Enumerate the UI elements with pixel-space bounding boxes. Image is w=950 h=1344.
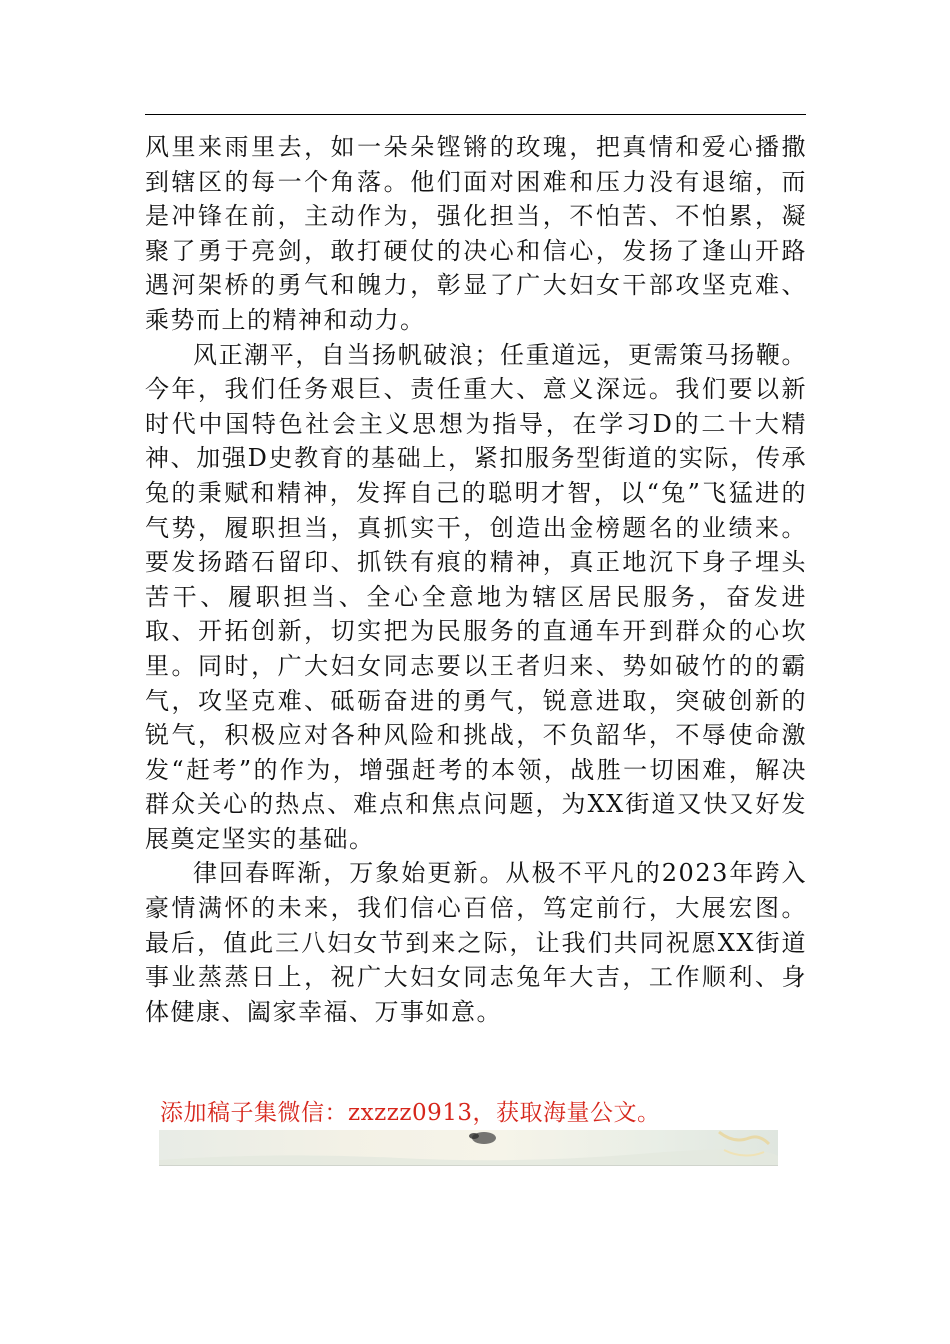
header-rule — [145, 114, 806, 115]
banner-illustration — [159, 1130, 778, 1165]
paragraph: 风正潮平，自当扬帆破浪；任重道远，更需策马扬鞭。今年，我们任务艰巨、责任重大、意义深远。我们要以新时代中国特色社会主义思想为指导，在学习D的二十大精神、加强D史教育的基础上，紧扣服务型街道的实际，传承兔的秉赋和精神，发挥自己的聪明才智，以“兔”飞猛进的气势，履职担当，真抓实干，创造出金榜题名的业绩来。要发扬踏石留印、抓铁有痕的精神，真正地沉下身子埋头苦干、履职担当、全心全意地为辖区居民服务，奋发进取、开拓创新，切实把为民服务的直通车开到群众的心坎里。同时，广大妇女同志要以王者归来、势如破竹的的霸气，攻坚克难、砥砺奋进的勇气，锐意进取，突破创新的锐气，积极应对各种风险和挑战，不负韶华，不辱使命激发“赶考”的作为，增强赶考的本领，战胜一切困难，解决群众关心的热点、难点和焦点问题，为XX街道又快又好发展奠定坚实的基础。 — [145, 340, 807, 853]
promo-text: 添加稿子集微信：zxzzz0913，获取海量公文。 — [160, 1100, 661, 1126]
decorative-banner-image — [159, 1130, 778, 1166]
document-body — [145, 130, 807, 1029]
paragraph: 律回春晖渐，万象始更新。从极不平凡的2023年跨入豪情满怀的未来，我们信心百倍，笃定前行，大展宏图。最后，值此三八妇女节到来之际，让我们共同祝愿XX街道事业蒸蒸日上，祝广大妇女同志兔年大吉，工作顺利、身体健康、阖家幸福、万事如意。 — [145, 859, 807, 1026]
paragraph-continued: 风里来雨里去，如一朵朵铿锵的玫瑰，把真情和爱心播撒到辖区的每一个角落。他们面对困难和压力没有退缩，而是冲锋在前，主动作为，强化担当，不怕苦、不怕累，凝聚了勇于亮剑，敢打硬仗的决心和信心，发扬了逢山开路遇河架桥的勇气和魄力，彰显了广大妇女干部攻坚克难、乘势而上的精神和动力。 — [145, 133, 807, 334]
